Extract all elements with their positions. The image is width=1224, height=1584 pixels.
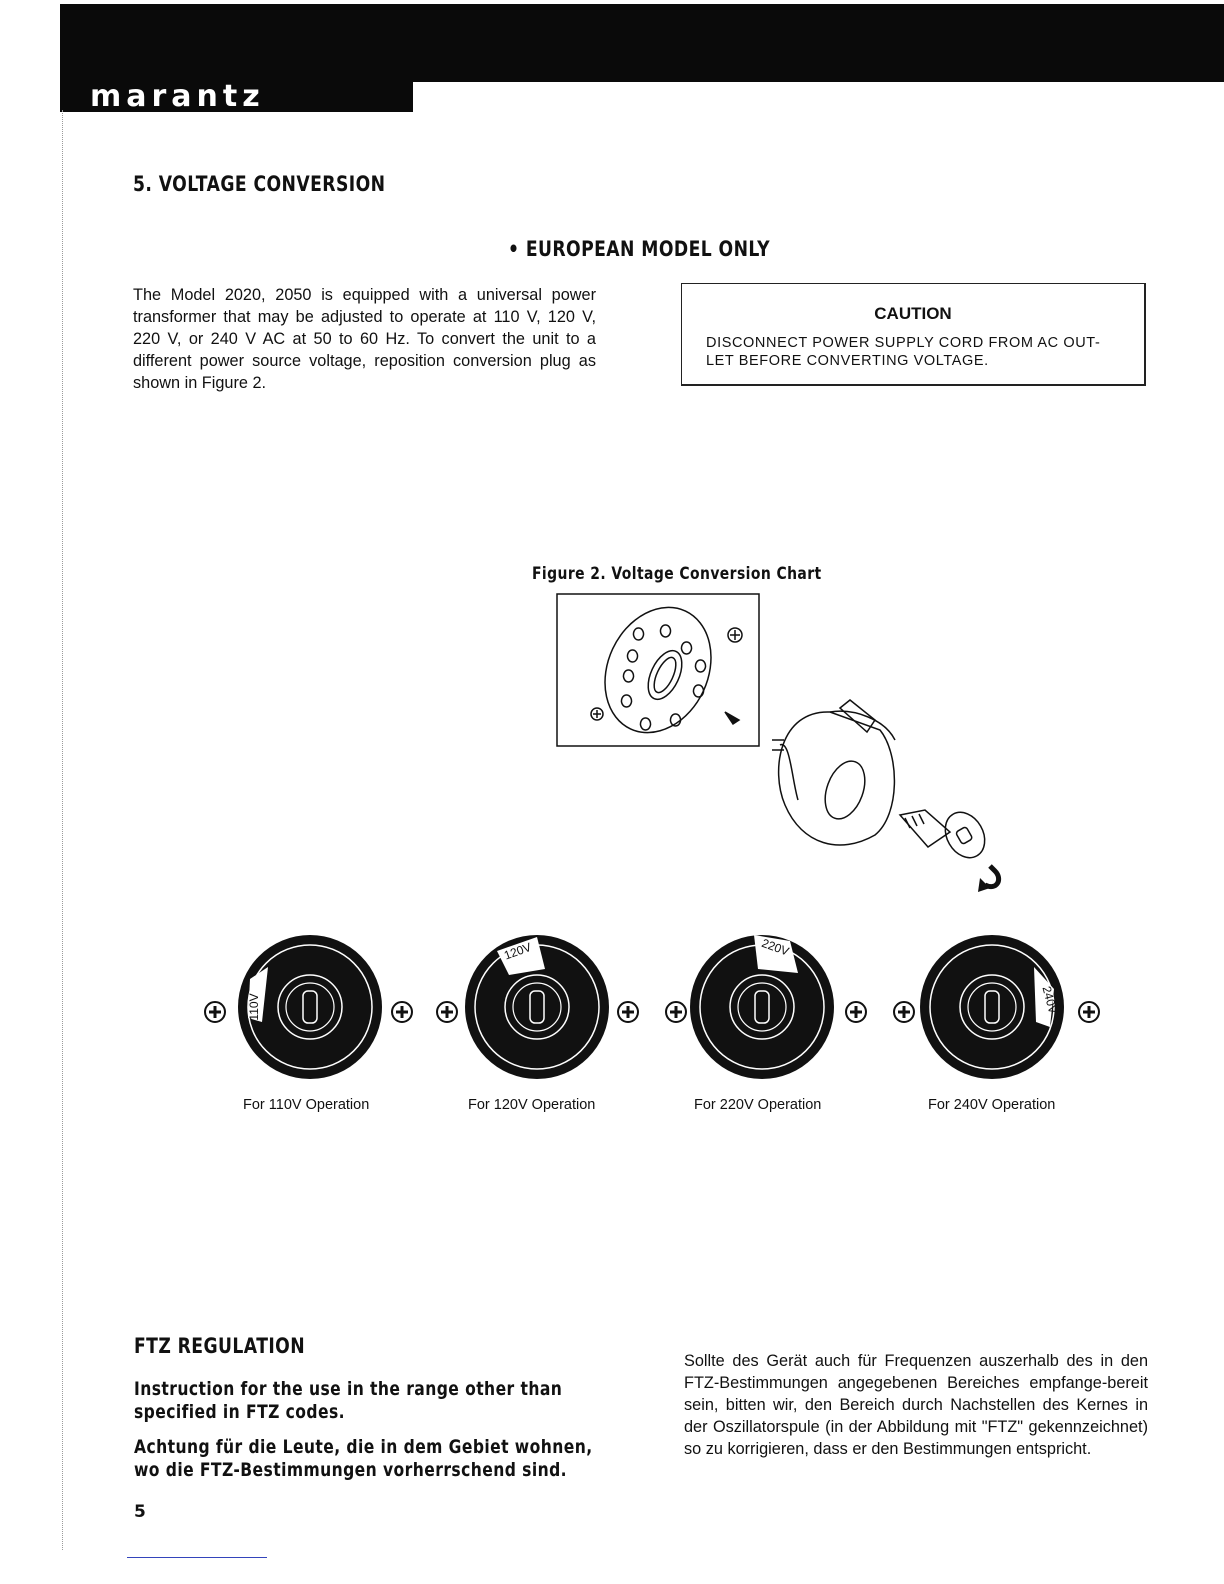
screw-icon: [1079, 1002, 1099, 1022]
selector-plug: [772, 700, 895, 845]
footer-rule: [127, 1557, 267, 1558]
model-note: • EUROPEAN MODEL ONLY: [508, 237, 770, 261]
screw-icon: [392, 1002, 412, 1022]
voltage-dials-row: [195, 925, 1115, 1090]
dial-120v: [465, 935, 609, 1079]
caution-title: CAUTION: [874, 304, 952, 323]
screw-icon: [205, 1002, 225, 1022]
dial-240v: [920, 935, 1064, 1079]
intro-paragraph: The Model 2020, 2050 is equipped with a universal power transformer that may be adjusted to operate at 110 V, 120 V, 220 V, or 240 V AC at 50 to 60 Hz. To convert the unit to a different power source voltage, reposition conversion plug as shown in Figure 2.: [133, 286, 596, 392]
dial-220v: [690, 935, 834, 1079]
screw-icon: [437, 1002, 457, 1022]
ftz-title: FTZ REGULATION: [134, 1334, 306, 1358]
rotate-arrow-icon: [985, 866, 999, 887]
dial-label: 240V: [1039, 984, 1061, 1016]
conversion-key: [900, 805, 993, 865]
ftz-body-text: Sollte des Gerät auch für Frequenzen auszerhalb des in den FTZ-Bestimmungen angegebenen Bereiches empfange-bereit sein, bitten wir, den Bereich durch Nachstellen des Kernes in der Oszillatorspule (in der Abbildung mit "FTZ" gekennzeichnet) so zu korrigieren, dass er den Bestimmungen entspricht.: [684, 1352, 1148, 1458]
screw-icon: [666, 1002, 686, 1022]
dial-caption-120v: For 120V Operation: [468, 1097, 596, 1113]
dial-label: 120V: [502, 939, 534, 963]
dial-caption-110v: For 110V Operation: [243, 1097, 370, 1113]
screw-icon: [894, 1002, 914, 1022]
ftz-instruction-en: Instruction for the use in the range other than specified in FTZ codes.: [134, 1378, 563, 1423]
page-number: 5: [134, 1502, 146, 1522]
figure-caption: Figure 2. Voltage Conversion Chart: [532, 564, 822, 584]
logo-text: marantz: [90, 79, 265, 114]
dial-110v: [238, 935, 382, 1079]
section-title: 5. VOLTAGE CONVERSION: [133, 172, 386, 196]
screw-icon: [618, 1002, 638, 1022]
header-bar: [60, 4, 1224, 82]
page-margin-rule: [62, 110, 64, 1550]
marantz-logo: [60, 79, 413, 114]
socket-holes: [622, 625, 706, 730]
caution-box: [681, 283, 1146, 386]
dial-caption-240v: For 240V Operation: [928, 1097, 1056, 1113]
caution-text: DISCONNECT POWER SUPPLY CORD FROM AC OUT-LET BEFORE CONVERTING VOLTAGE.: [706, 335, 1101, 369]
dial-label: 110V: [247, 993, 261, 1021]
conversion-plug-illustration: [540, 590, 1020, 910]
dial-label: 220V: [759, 935, 791, 959]
screw-icon: [846, 1002, 866, 1022]
dial-caption-220v: For 220V Operation: [694, 1097, 822, 1113]
arrow-icon: [725, 712, 739, 724]
ftz-instruction-de: Achtung für die Leute, die in dem Gebiet wohnen, wo die FTZ-Bestimmungen vorherrschend sind.: [134, 1436, 593, 1481]
